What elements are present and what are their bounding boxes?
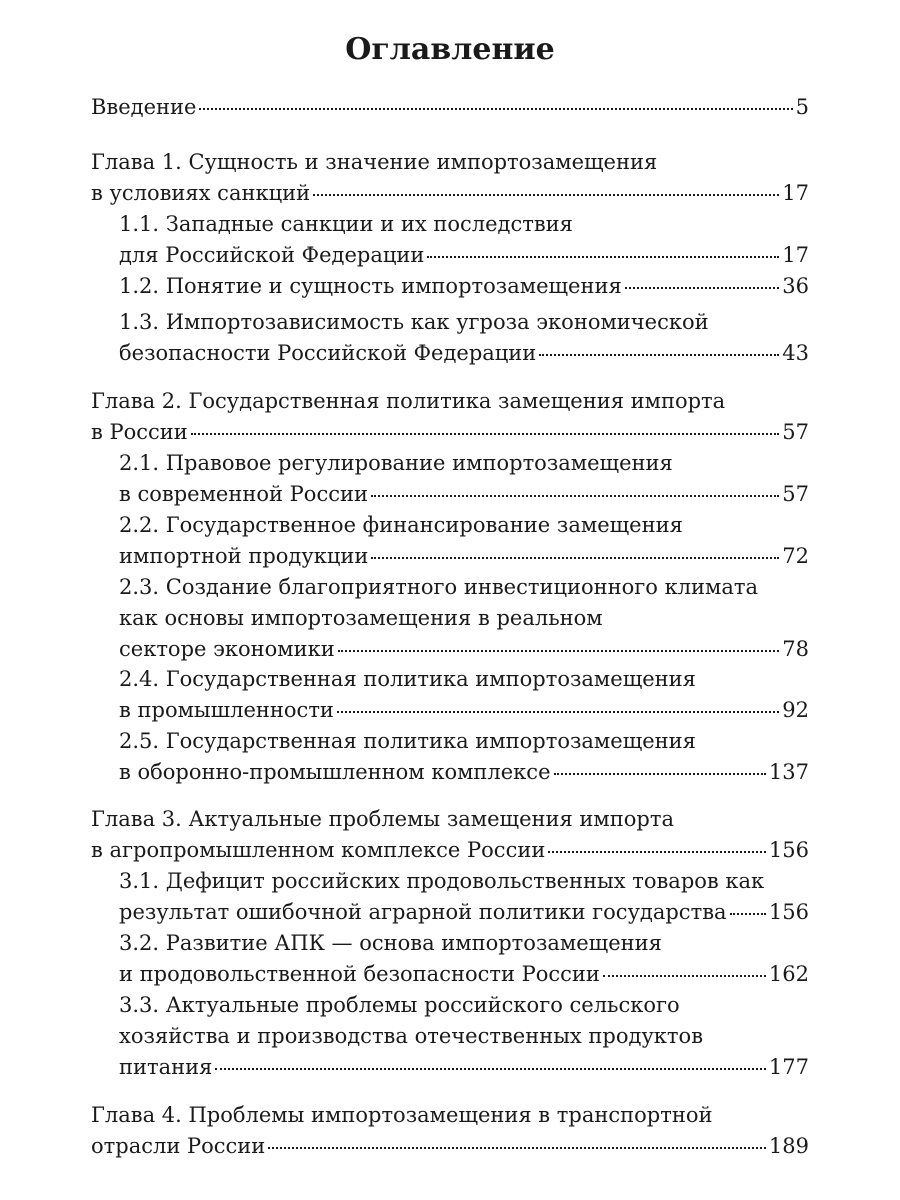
toc-entry-title-cont: в оборонно-промышленном комплексе — [119, 760, 551, 784]
toc-entry-title: 2.2. Государственное финансирование замещения — [119, 513, 683, 537]
toc-leader-dots — [313, 194, 779, 196]
toc-entry-title-cont: результат ошибочной аграрной политики государства — [119, 900, 727, 924]
toc-page-number: 189 — [768, 1134, 809, 1158]
toc-entry-title: 1.3. Импортозависимость как угроза экономической — [119, 310, 709, 334]
toc-leader-dots — [730, 913, 766, 915]
toc-entry-title: 2.5. Государственная политика импортозамещения — [119, 729, 696, 753]
toc-entry-section-3-3[interactable] — [119, 990, 809, 1083]
toc-entry-title-cont: безопасности Российской Федерации — [119, 341, 537, 365]
toc-entry-title: 3.3. Актуальные проблемы российского сельского — [119, 993, 680, 1017]
toc-page-number: 43 — [782, 341, 809, 365]
toc-entry-title: Глава 1. Сущность и значение импортозамещения — [91, 150, 658, 174]
toc-entry-section-2-3[interactable] — [119, 572, 809, 665]
toc-entry-title: Глава 2. Государственная политика замещения импорта — [91, 389, 726, 413]
toc-page-number: 156 — [768, 900, 809, 924]
toc-entry-title: 1.2. Понятие и сущность импортозамещения — [119, 274, 622, 298]
toc-entry-chapter-1[interactable] — [91, 147, 809, 209]
toc-leader-dots — [427, 256, 779, 258]
toc-page-number: 72 — [782, 544, 809, 568]
toc-entry-introduction[interactable] — [91, 92, 809, 123]
toc-leader-dots — [371, 495, 779, 497]
page-title: Оглавление — [345, 32, 555, 67]
toc-entry-title-cont: в промышленности — [119, 698, 334, 722]
toc-entry-title: 2.3. Создание благоприятного инвестиционного климата — [119, 575, 759, 599]
toc-leader-dots — [191, 433, 779, 435]
toc-entry-section-2-2[interactable] — [119, 510, 809, 572]
toc-entry-title: 3.1. Дефицит российских продовольственных товаров как — [119, 869, 765, 893]
toc-page-number: 92 — [782, 698, 809, 722]
toc-entry-section-2-5[interactable] — [119, 726, 809, 788]
toc-entry-section-3-1[interactable] — [119, 866, 809, 928]
toc-page-number: 162 — [768, 962, 809, 986]
toc-entry-section-1-3[interactable] — [119, 307, 809, 369]
toc-leader-dots — [337, 711, 779, 713]
toc-leader-dots — [371, 557, 779, 559]
toc-entry-chapter-4[interactable] — [91, 1100, 809, 1162]
toc-entry-title-cont: для Российской Федерации — [119, 243, 425, 267]
toc-entry-title: 2.1. Правовое регулирование импортозамещения — [119, 451, 673, 475]
toc-leader-dots — [603, 975, 766, 977]
toc-entry-section-3-2[interactable] — [119, 928, 809, 990]
toc-entry-title-cont: в России — [91, 420, 188, 444]
toc-page-number: 17 — [782, 243, 809, 267]
toc-entry-title-cont: как основы импортозамещения в реальном — [119, 606, 603, 630]
toc-leader-dots — [199, 108, 792, 110]
toc-leader-dots — [548, 851, 766, 853]
toc-leader-dots — [554, 773, 766, 775]
toc-entry-title: Глава 4. Проблемы импортозамещения в транспортной — [91, 1103, 713, 1127]
toc-entry-section-1-1[interactable] — [119, 209, 809, 271]
toc-page-number: 36 — [782, 274, 809, 298]
toc-entry-title-cont: отрасли России — [91, 1134, 266, 1158]
toc-entry-title: Глава 3. Актуальные проблемы замещения импорта — [91, 807, 674, 831]
toc-page-number: 78 — [782, 637, 809, 661]
toc-leader-dots — [215, 1068, 766, 1070]
toc-entry-title: 2.4. Государственная политика импортозамещения — [119, 667, 696, 691]
toc-page-number: 57 — [782, 482, 809, 506]
toc-leader-dots — [268, 1147, 766, 1149]
toc-page-number: 57 — [782, 420, 809, 444]
toc-page-number: 137 — [768, 760, 809, 784]
toc-page-number: 156 — [768, 838, 809, 862]
toc-leader-dots — [539, 354, 779, 356]
toc-leader-dots — [338, 650, 780, 652]
toc-entry-title: 1.1. Западные санкции и их последствия — [119, 212, 573, 236]
toc-page-number: 5 — [795, 95, 809, 119]
toc-entry-title: Введение — [91, 95, 197, 119]
toc-page-number: 177 — [768, 1055, 809, 1079]
toc-entry-chapter-3[interactable] — [91, 804, 809, 866]
toc-entry-section-2-1[interactable] — [119, 448, 809, 510]
toc-leader-dots — [625, 287, 780, 289]
toc-entry-section-2-4[interactable] — [119, 664, 809, 726]
toc-entry-title-cont: питания — [119, 1055, 213, 1079]
toc-page-number: 17 — [782, 181, 809, 205]
toc-entry-section-1-2[interactable] — [119, 271, 809, 302]
toc-entry-chapter-2[interactable] — [91, 386, 809, 448]
toc-entry-title-cont: секторе экономики — [119, 637, 335, 661]
toc-entry-title-cont: хозяйства и производства отечественных продуктов — [119, 1024, 704, 1048]
toc-entry-title-cont: импортной продукции — [119, 544, 369, 568]
toc-entry-title-cont: и продовольственной безопасности России — [119, 962, 600, 986]
toc-entry-title-cont: в современной России — [119, 482, 368, 506]
toc-entry-title-cont: в агропромышленном комплексе России — [91, 838, 546, 862]
toc-entry-title: 3.2. Развитие АПК — основа импортозамещения — [119, 931, 662, 955]
toc-entry-title-cont: в условиях санкций — [91, 181, 311, 205]
